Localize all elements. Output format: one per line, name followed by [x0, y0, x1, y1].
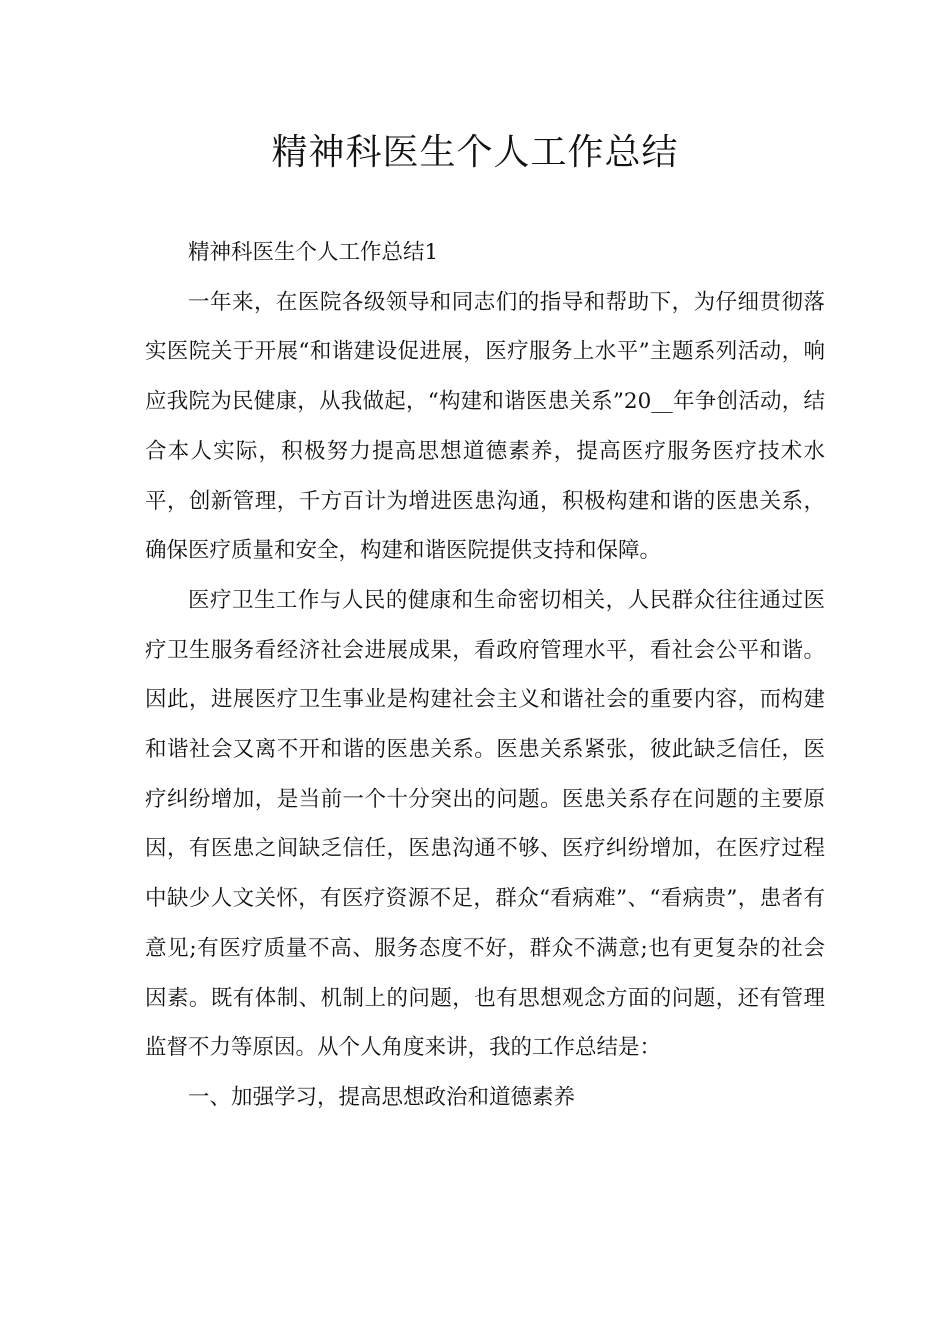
document-title: 精神科医生个人工作总结 — [271, 132, 679, 173]
paragraph-context: 医疗卫生工作与人民的健康和生命密切相关，人民群众往往通过医疗卫生服务看经济社会进展成果，看政府管理水平，看社会公平和谐。因此，进展医疗卫生事业是构建社会主义和谐社会的重要内容，而构建和谐社会又离不开和谐的医患关系。医患关系紧张，彼此缺乏信任，医疗纠纷增加，是当前一个十分突出的问题。医患关系存在问题的主要原因，有医患之间缺乏信任，医患沟通不够、医疗纠纷增加，在医疗过程中缺少人文关怀，有医疗资源不足，群众“看病难”、“看病贵”，患者有意见;有医疗质量不高、服务态度不好，群众不满意;也有更复杂的社会因素。既有体制、机制上的问题，也有思想观念方面的问题，还有管理监督不力等原因。从个人角度来讲，我的工作总结是： — [145, 587, 825, 1061]
section-heading-1: 精神科医生个人工作总结1 — [188, 240, 439, 265]
paragraph-intro: 一年来，在医院各级领导和同志们的指导和帮助下，为仔细贯彻落实医院关于开展“和谐建设促进展，医疗服务上水平”主题系列活动，响应我院为民健康，从我做起，“构建和谐医患关系”20__年争创活动，结合本人实际，积极努力提高思想道德素养，提高医疗服务医疗技术水平，创新管理，千方百计为增进医患沟通，积极构建和谐的医患关系，确保医疗质量和安全，构建和谐医院提供支持和保障。 — [145, 289, 825, 564]
subsection-heading-1: 一、加强学习，提高思想政治和道德素养 — [188, 1084, 576, 1110]
document-body — [145, 228, 825, 1123]
